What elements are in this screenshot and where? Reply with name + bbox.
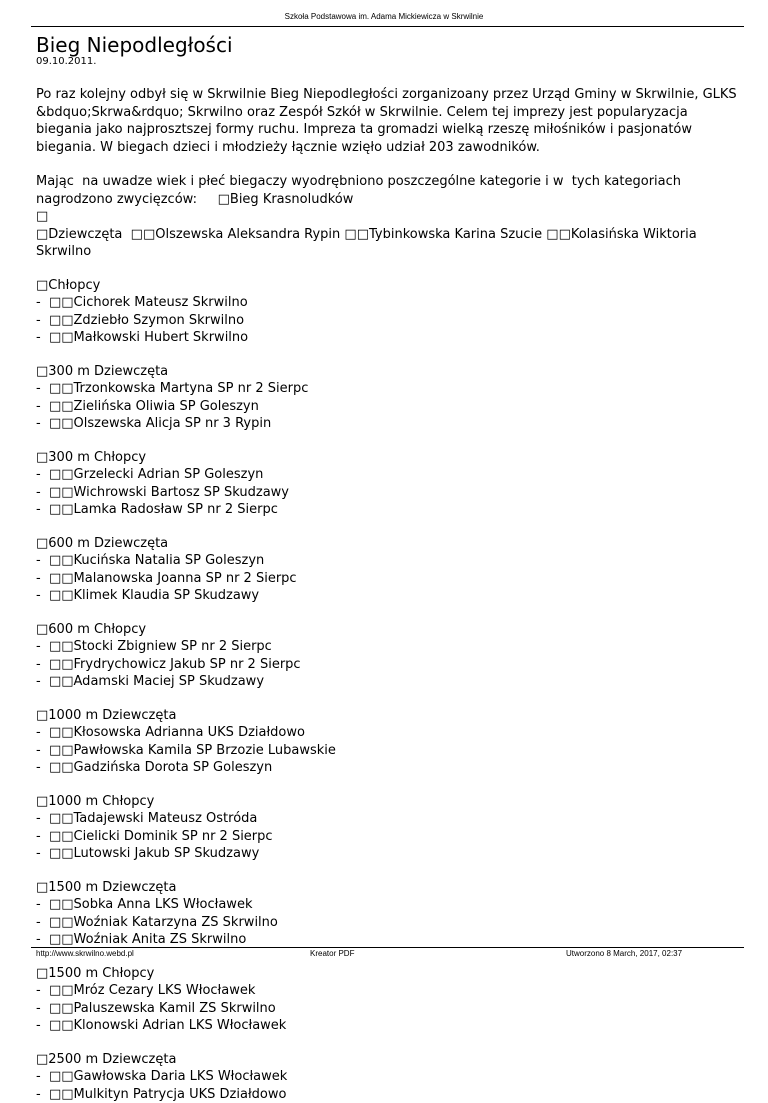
- results-content: [36, 173, 741, 1103]
- winner-entry: - □□Klimek Klaudia SP Skudzawy: [36, 587, 741, 605]
- category-section: [36, 793, 741, 863]
- lead-line: Skrwilno: [36, 243, 741, 261]
- winner-entry: - □□Woźniak Katarzyna ZS Skrwilno: [36, 914, 741, 932]
- category-section: [36, 535, 741, 605]
- footer-url: http://www.skrwilno.webd.pl: [36, 949, 134, 958]
- winner-entry: - □□Sobka Anna LKS Włocławek: [36, 896, 741, 914]
- winner-entry: - □□Olszewska Alicja SP nr 3 Rypin: [36, 415, 741, 433]
- winner-entry: - □□Malanowska Joanna SP nr 2 Sierpc: [36, 570, 741, 588]
- category-heading: □1000 m Dziewczęta: [36, 707, 741, 725]
- lead-paragraph: [36, 173, 741, 261]
- winner-entry: - □□Zdziebło Szymon Skrwilno: [36, 312, 741, 330]
- winner-entry: - □□Kłosowska Adrianna UKS Działdowo: [36, 724, 741, 742]
- winner-entry: - □□Cielicki Dominik SP nr 2 Sierpc: [36, 828, 741, 846]
- category-section: [36, 707, 741, 777]
- category-section: [36, 449, 741, 519]
- footer-created: Utworzono 8 March, 2017, 02:37: [566, 949, 682, 958]
- winner-entry: - □□Mróz Cezary LKS Włocławek: [36, 982, 741, 1000]
- winner-entry: - □□Pawłowska Kamila SP Brzozie Lubawskie: [36, 742, 741, 760]
- category-section: [36, 277, 741, 347]
- category-heading: □300 m Chłopcy: [36, 449, 741, 467]
- category-heading: □300 m Dziewczęta: [36, 363, 741, 381]
- winner-entry: - □□Mulkityn Patrycja UKS Działdowo: [36, 1086, 741, 1103]
- lead-line: □: [36, 208, 741, 226]
- article-date: 09.10.2011.: [36, 56, 96, 68]
- category-section: [36, 363, 741, 433]
- winner-entry: - □□Zielińska Oliwia SP Goleszyn: [36, 398, 741, 416]
- header-divider: [31, 26, 744, 27]
- winner-entry: - □□Kucińska Natalia SP Goleszyn: [36, 552, 741, 570]
- lead-line: □Dziewczęta □□Olszewska Aleksandra Rypin □□Tybinkowska Karina Szucie □□Kolasińska Wiktoria: [36, 226, 741, 244]
- category-heading: □600 m Chłopcy: [36, 621, 741, 639]
- category-heading: □1000 m Chłopcy: [36, 793, 741, 811]
- category-section: [36, 965, 741, 1035]
- winner-entry: - □□Stocki Zbigniew SP nr 2 Sierpc: [36, 638, 741, 656]
- winner-entry: - □□Klonowski Adrian LKS Włocławek: [36, 1017, 741, 1035]
- category-heading: □2500 m Dziewczęta: [36, 1051, 741, 1069]
- category-sections: [36, 277, 741, 1103]
- article-intro: Po raz kolejny odbył się w Skrwilnie Bieg Niepodległości zorganizoany przez Urząd Gminy w Skrwilnie, GLKS &bdquo;Skrwa&rdquo; Skrwilno oraz Zespół Szkół w Skrwilnie. Celem tej imprezy jest popularyzacja biegania jako najprosztszej formy ruchu. Impreza ta gromadzi wielką rzeszę miłośników i pasjonatów biegania. W biegach dzieci i młodzieży łącznie wzięło udział 203 zawodników.: [36, 86, 741, 156]
- footer-generator: Kreator PDF: [310, 949, 354, 958]
- winner-entry: - □□Lamka Radosław SP nr 2 Sierpc: [36, 501, 741, 519]
- category-section: [36, 1051, 741, 1103]
- winner-entry: - □□Frydrychowicz Jakub SP nr 2 Sierpc: [36, 656, 741, 674]
- winner-entry: - □□Gadzińska Dorota SP Goleszyn: [36, 759, 741, 777]
- page-footer: [0, 947, 768, 963]
- article-title: Bieg Niepodległości: [36, 32, 233, 58]
- category-section: [36, 621, 741, 691]
- winner-entry: - □□Tadajewski Mateusz Ostróda: [36, 810, 741, 828]
- lead-line: nagrodzono zwycięzców: □Bieg Krasnoludków: [36, 191, 741, 209]
- category-heading: □1500 m Chłopcy: [36, 965, 741, 983]
- lead-line: Mając na uwadze wiek i płeć biegaczy wyodrębniono poszczególne kategorie i w tych kategoriach: [36, 173, 741, 191]
- winner-entry: - □□Gawłowska Daria LKS Włocławek: [36, 1068, 741, 1086]
- winner-entry: - □□Paluszewska Kamil ZS Skrwilno: [36, 1000, 741, 1018]
- winner-entry: - □□Adamski Maciej SP Skudzawy: [36, 673, 741, 691]
- winner-entry: - □□Woźniak Anita ZS Skrwilno: [36, 931, 741, 949]
- winner-entry: - □□Grzelecki Adrian SP Goleszyn: [36, 466, 741, 484]
- page-header: Szkoła Podstawowa im. Adama Mickiewicza w Skrwilnie: [0, 12, 768, 21]
- winner-entry: - □□Wichrowski Bartosz SP Skudzawy: [36, 484, 741, 502]
- category-heading: □1500 m Dziewczęta: [36, 879, 741, 897]
- winner-entry: - □□Cichorek Mateusz Skrwilno: [36, 294, 741, 312]
- footer-divider: [31, 947, 744, 948]
- category-heading: □600 m Dziewczęta: [36, 535, 741, 553]
- winner-entry: - □□Małkowski Hubert Skrwilno: [36, 329, 741, 347]
- winner-entry: - □□Trzonkowska Martyna SP nr 2 Sierpc: [36, 380, 741, 398]
- category-heading: □Chłopcy: [36, 277, 741, 295]
- category-section: [36, 879, 741, 949]
- winner-entry: - □□Lutowski Jakub SP Skudzawy: [36, 845, 741, 863]
